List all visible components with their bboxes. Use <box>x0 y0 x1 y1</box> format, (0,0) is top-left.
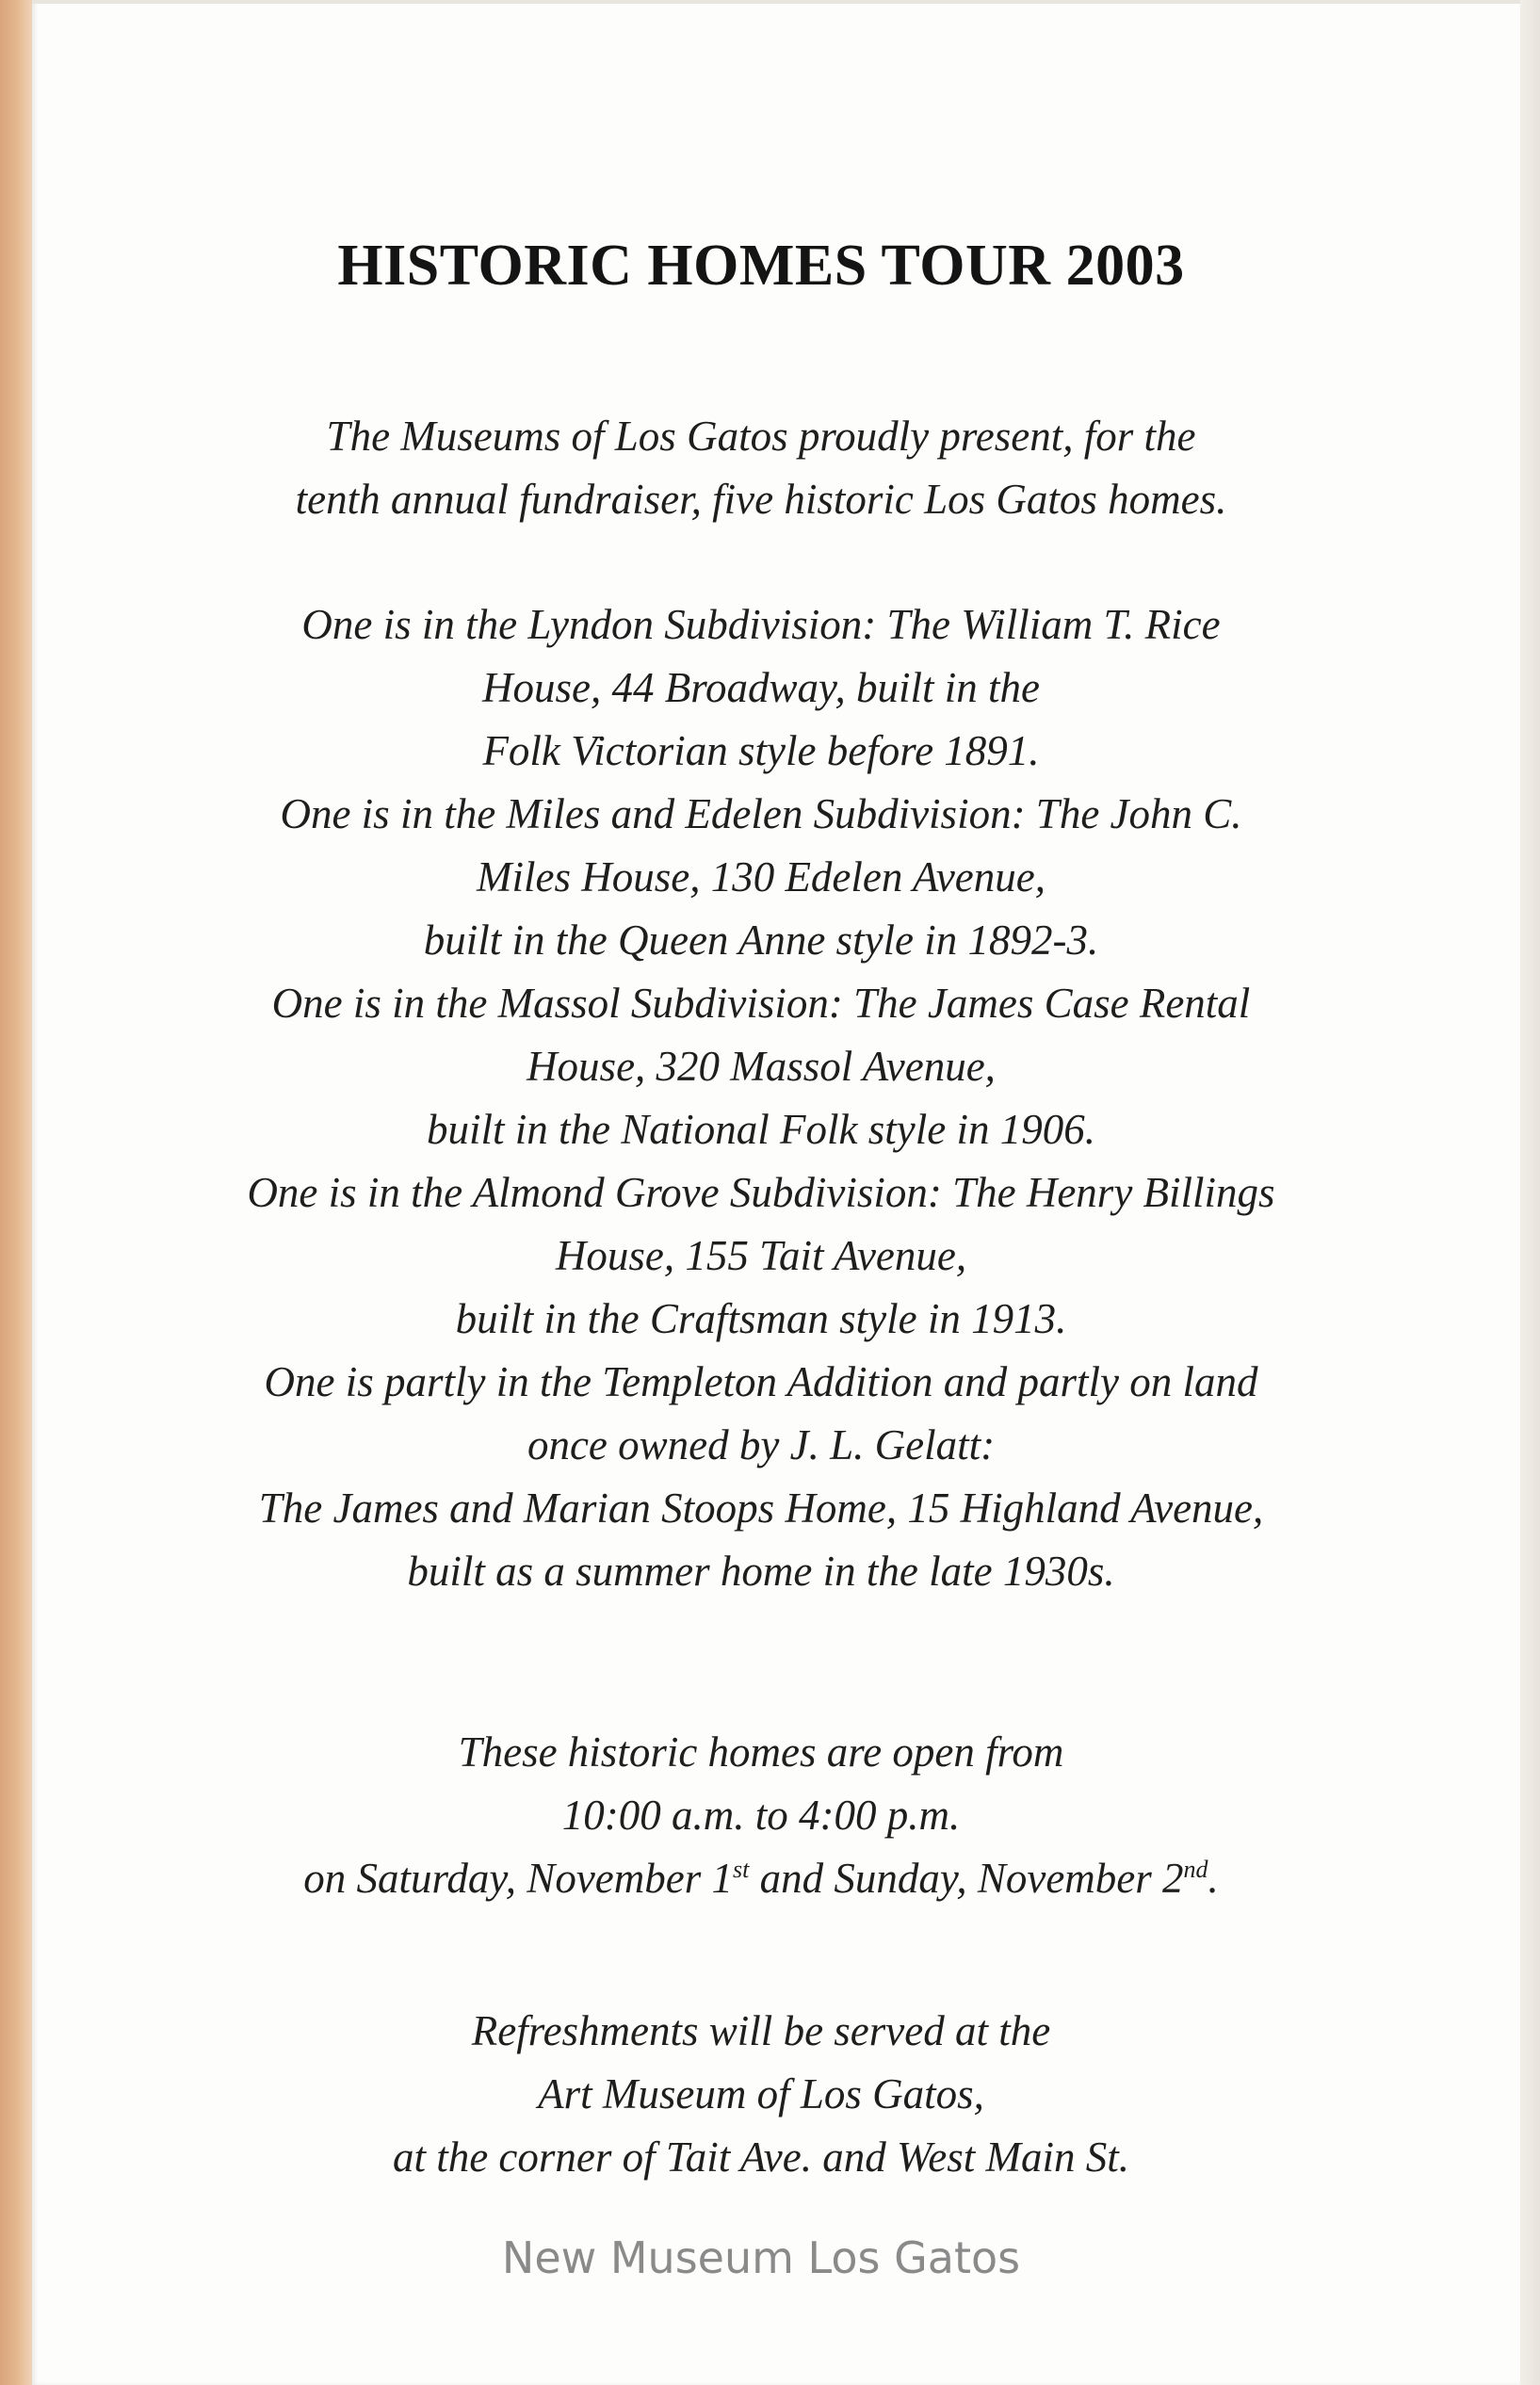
refreshments-line: Art Museum of Los Gatos, <box>538 2070 984 2117</box>
home-line: built in the National Folk style in 1906. <box>427 1106 1095 1153</box>
page-title: HISTORIC HOMES TOUR 2003 <box>337 234 1185 298</box>
intro-line: The Museums of Los Gatos proudly present, for the <box>326 413 1196 460</box>
ordinal-suffix: nd <box>1183 1856 1208 1883</box>
home-line: built as a summer home in the late 1930s. <box>407 1548 1115 1595</box>
home-line: One is in the Almond Grove Subdivision: The Henry Billings <box>247 1169 1275 1216</box>
home-line: House, 320 Massol Avenue, <box>527 1043 996 1090</box>
home-line: Folk Victorian style before 1891. <box>482 727 1040 774</box>
intro-paragraph <box>32 405 1490 531</box>
hours-dates <box>32 1847 1490 1910</box>
page-right-edge <box>1520 0 1540 2385</box>
home-line: One is in the Miles and Edelen Subdivision: The John C. <box>280 790 1242 837</box>
binding-spine <box>0 0 32 2385</box>
hours-line: These historic homes are open from <box>458 1728 1064 1776</box>
ordinal-suffix: st <box>733 1856 750 1883</box>
home-line: built in the Craftsman style in 1913. <box>455 1295 1067 1342</box>
home-line: House, 155 Tait Avenue, <box>555 1232 967 1279</box>
homes-paragraph <box>32 593 1490 1603</box>
home-line: One is in the Massol Subdivision: The James Case Rental <box>271 980 1251 1027</box>
date-sunday: and Sunday, November 2 <box>749 1855 1184 1902</box>
home-line: One is partly in the Templeton Addition and partly on land <box>264 1358 1258 1405</box>
date-saturday: on Saturday, November 1 <box>303 1855 733 1902</box>
hours-time: 10:00 a.m. to 4:00 p.m. <box>561 1792 961 1839</box>
intro-line: tenth annual fundraiser, five historic Los Gatos homes. <box>295 476 1227 523</box>
home-line: built in the Queen Anne style in 1892-3. <box>423 917 1099 964</box>
watermark-text: New Museum Los Gatos <box>501 2232 1021 2283</box>
refreshments-paragraph <box>32 2000 1490 2189</box>
home-line: House, 44 Broadway, built in the <box>481 664 1041 711</box>
home-line: One is in the Lyndon Subdivision: The William T. Rice <box>301 601 1221 648</box>
home-line: once owned by J. L. Gelatt: <box>527 1421 996 1468</box>
home-line: The James and Marian Stoops Home, 15 Highland Avenue, <box>258 1485 1264 1532</box>
hours-paragraph <box>32 1721 1490 1910</box>
page-top-edge <box>32 0 1520 4</box>
refreshments-line: at the corner of Tait Ave. and West Main St. <box>392 2134 1130 2181</box>
period: . <box>1208 1855 1219 1902</box>
home-line: Miles House, 130 Edelen Avenue, <box>476 853 1046 900</box>
refreshments-line: Refreshments will be served at the <box>471 2007 1051 2054</box>
